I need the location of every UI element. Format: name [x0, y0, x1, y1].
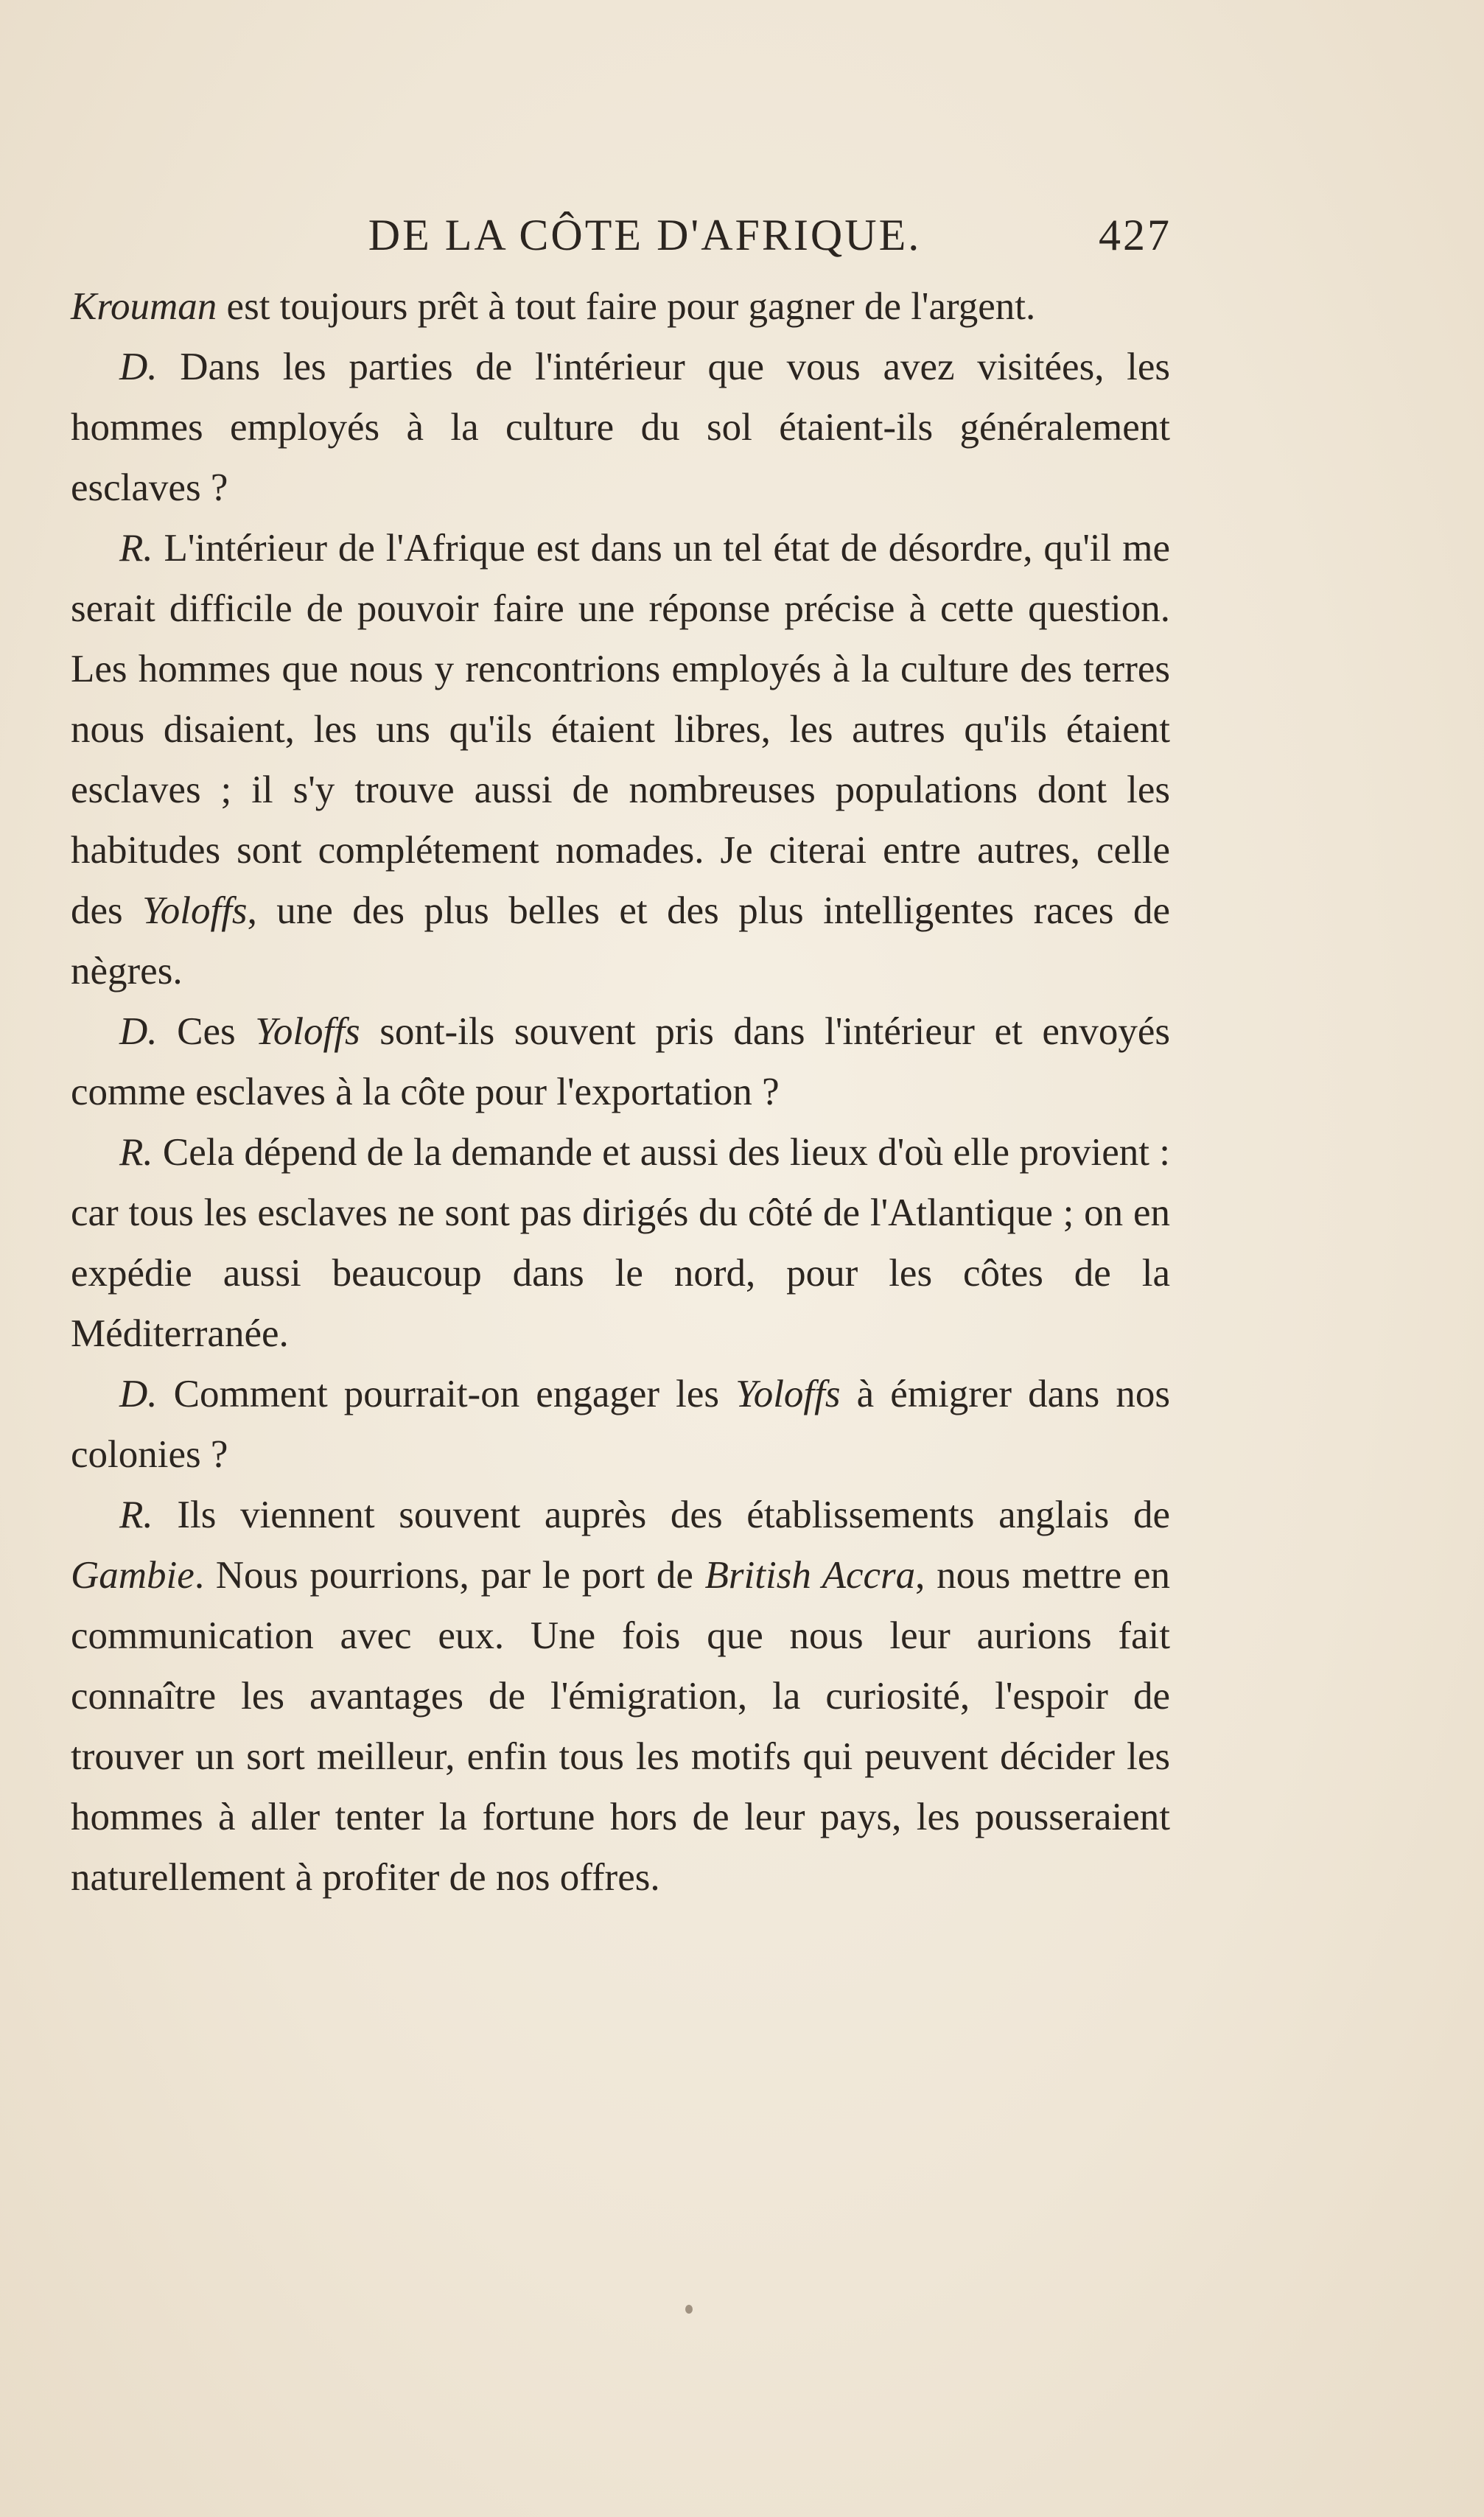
text-run: sont-ils souvent pris dans l'intérieur et envoyés comme esclaves à la côte pour l'exportation ?	[71, 1010, 1171, 1113]
body-text	[71, 276, 1170, 1908]
text-run: est toujours prêt à tout faire pour gagner de l'argent.	[217, 285, 1036, 328]
speaker-label: D.	[119, 1373, 158, 1415]
italic-text: British Accra	[704, 1554, 916, 1597]
text-run: Ils viennent souvent auprès des établissements anglais de	[153, 1494, 1170, 1536]
paragraph	[71, 1364, 1170, 1485]
text-run: Comment pourrait-on engager les	[157, 1373, 736, 1415]
italic-text: Yoloffs	[142, 889, 248, 932]
speaker-label: D.	[119, 346, 158, 388]
speaker-label: R.	[119, 1494, 153, 1536]
running-head	[118, 210, 1172, 269]
paragraph	[71, 1122, 1170, 1364]
ink-speck	[685, 2305, 693, 2314]
text-run: L'intérieur de l'Afrique est dans un tel état de désordre, qu'il me serait difficile de pouvoir faire une réponse précise à cette question. Les hommes que nous y rencontrions employés à la culture des terres nous disaient, les uns qu'ils étaient libres, les autres qu'ils étaient esclaves ; il s'y trouve aussi de nombreuses populations dont les habitudes sont complétement nomades. Je citerai entre autres, celle des	[71, 527, 1170, 932]
paragraph	[71, 518, 1170, 1001]
speaker-label: R.	[119, 1131, 153, 1174]
paragraph	[71, 276, 1170, 337]
italic-text: Krouman	[71, 285, 217, 328]
running-title: DE LA CÔTE D'AFRIQUE.	[368, 211, 922, 259]
paragraph	[71, 1001, 1170, 1122]
paragraph	[71, 1485, 1170, 1908]
speaker-label: R.	[119, 527, 153, 570]
speaker-label: D.	[119, 1010, 158, 1053]
italic-text: Gambie	[71, 1554, 195, 1597]
italic-text: Yoloffs	[255, 1010, 360, 1053]
paragraph	[71, 337, 1170, 518]
text-run: . Nous pourrions, par le port de	[194, 1554, 705, 1597]
page-number: 427	[1099, 211, 1172, 259]
text-run: à émigrer dans nos colonies ?	[71, 1373, 1170, 1476]
text-run: , une des plus belles et des plus intelligentes races de nègres.	[71, 889, 1170, 993]
text-run: Cela dépend de la demande et aussi des lieux d'où elle provient : car tous les esclaves ne sont pas dirigés du côté de l'Atlantique ; on en expédie aussi beaucoup dans le nord, pour les côtes de la Méditerranée.	[71, 1131, 1170, 1355]
text-run: Ces	[157, 1010, 256, 1053]
text-run: , nous mettre en communication avec eux. Une fois que nous leur aurions fait connaître les avantages de l'émigration, la curiosité, l'espoir de trouver un sort meilleur, enfin tous les motifs qui peuvent décider les hommes à aller tenter la fortune hors de leur pays, les pousseraient naturellement à profiter de nos offres.	[71, 1554, 1170, 1899]
italic-text: Yoloffs	[735, 1373, 841, 1415]
text-run: Dans les parties de l'intérieur que vous avez visitées, les hommes employés à la culture du sol étaient-ils généralement esclaves ?	[71, 346, 1170, 509]
